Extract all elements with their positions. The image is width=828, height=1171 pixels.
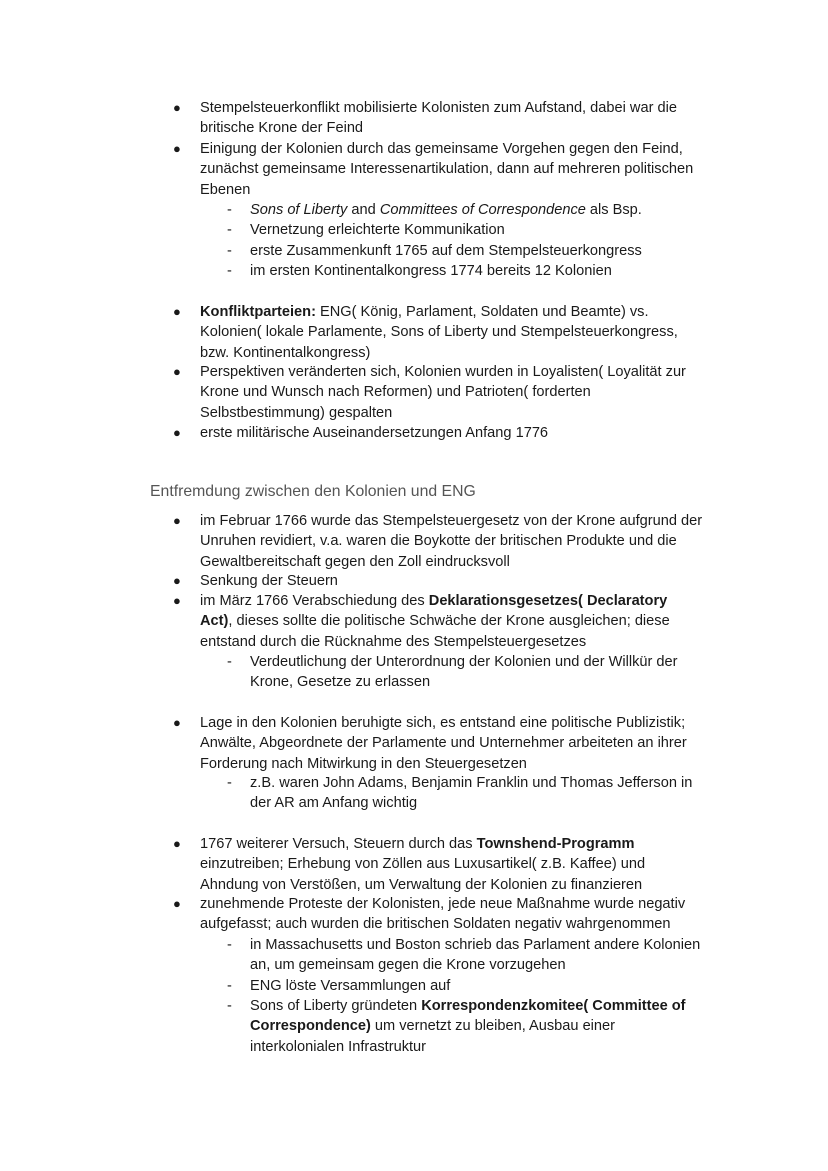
dash-marker: -: [227, 998, 232, 1014]
bullet-marker: ●: [173, 836, 181, 851]
dash-marker: -: [227, 654, 232, 670]
text-span: 1767 weiterer Versuch, Steuern durch das: [200, 836, 477, 852]
bullet-item: [0, 302, 828, 363]
italic-text: Committees of Correspondence: [379, 202, 586, 218]
text-span: , dieses sollte die politische Schwäche der Krone ausgleichen; diese: [228, 613, 670, 630]
bullet-item: [0, 834, 828, 895]
sub-item: [0, 241, 828, 261]
text-line: Ebenen: [200, 181, 251, 198]
bold-text: Korrespondenzkomitee( Committee of: [421, 998, 686, 1014]
bullet-marker: ●: [173, 715, 181, 730]
bullet-marker: ●: [173, 100, 181, 115]
bullet-marker: ●: [173, 593, 181, 608]
bullet-item: [0, 713, 828, 774]
sub-item: [0, 935, 828, 976]
dash-marker: -: [227, 263, 232, 279]
sub-item: [0, 996, 828, 1057]
text-line: britische Krone der Feind: [200, 120, 364, 137]
text-span: ENG( König, Parlament, Soldaten und Beamte) vs.: [315, 304, 649, 320]
dash-marker: -: [227, 243, 232, 259]
bold-text: Konfliktparteien:: [200, 304, 316, 320]
italic-text: Sons of Liberty: [250, 202, 348, 218]
sub-item: [0, 976, 828, 996]
bullet-marker: ●: [173, 425, 181, 440]
text-span: and: [347, 202, 380, 218]
text-span: im März 1766 Verabschiedung des: [200, 593, 429, 609]
text-line: Anwälte, Abgeordnete der Parlamente und Unternehmer arbeiteten an ihrer: [200, 735, 687, 752]
bullet-item: [0, 423, 828, 443]
text-line: in Massachusetts und Boston schrieb das Parlament andere Kolonien: [250, 937, 701, 953]
sub-item: [0, 652, 828, 693]
text-line: Senkung der Steuern: [200, 573, 338, 589]
text-line: erste Zusammenkunft 1765 auf dem Stempelsteuerkongress: [250, 243, 642, 259]
text-line: ENG löste Versammlungen auf: [250, 978, 451, 994]
dash-marker: -: [227, 222, 232, 238]
text-line: bzw. Kontinentalkongress): [200, 344, 371, 361]
bullet-marker: ●: [173, 513, 181, 528]
text-line: Verdeutlichung der Unterordnung der Kolonien und der Willkür der: [250, 654, 678, 670]
text-line: z.B. waren John Adams, Benjamin Franklin und Thomas Jefferson in: [250, 775, 693, 791]
text-line: zunächst gemeinsame Interessenartikulation, dann auf mehreren politischen: [200, 161, 694, 178]
bullet-item: [0, 98, 828, 139]
bold-text: Deklarationsgesetzes( Declaratory: [428, 593, 668, 609]
text-line: entstand durch die Rücknahme des Stempelsteuergesetzes: [200, 633, 587, 650]
text-line: Perspektiven veränderten sich, Kolonien wurden in Loyalisten( Loyalität zur: [200, 364, 686, 380]
text-line: aufgefasst; auch wurden die britischen Soldaten negativ wahrgenommen: [200, 916, 671, 933]
text-line: Selbstbestimmung) gespalten: [200, 404, 393, 421]
bullet-item: [0, 894, 828, 935]
bullet-marker: ●: [173, 364, 181, 379]
section-heading: Entfremdung zwischen den Kolonien und ENG: [150, 483, 476, 500]
text-line: erste militärische Auseinandersetzungen Anfang 1776: [200, 425, 549, 441]
dash-marker: -: [227, 202, 232, 218]
text-line: im ersten Kontinentalkongress 1774 bereits 12 Kolonien: [250, 263, 612, 279]
text-line: zunehmende Proteste der Kolonisten, jede neue Maßnahme wurde negativ: [200, 896, 686, 912]
text-line: Krone, Gesetze zu erlassen: [250, 674, 431, 691]
bold-text: Act): [200, 613, 229, 630]
text-line: Unruhen revidiert, v.a. waren die Boykotte der britischen Produkte und die: [200, 533, 677, 550]
bullet-marker: ●: [173, 141, 181, 156]
dash-marker: -: [227, 775, 232, 791]
text-line: Kolonien( lokale Parlamente, Sons of Liberty und Stempelsteuerkongress,: [200, 324, 678, 341]
text-line: Krone und Wunsch nach Reformen) und Patrioten( forderten: [200, 384, 591, 401]
bullet-item: [0, 571, 828, 591]
text-span: als Bsp.: [585, 202, 642, 218]
bullet-marker: ●: [173, 896, 181, 911]
bullet-marker: ●: [173, 304, 181, 319]
text-line: Forderung nach Mitwirkung in den Steuergesetzen: [200, 755, 527, 772]
dash-marker: -: [227, 978, 232, 994]
text-line: Stempelsteuerkonflikt mobilisierte Kolonisten zum Aufstand, dabei war die: [200, 100, 677, 116]
text-line: Ahndung von Verstößen, um Verwaltung der Kolonien zu finanzieren: [200, 876, 643, 893]
sub-item: [0, 220, 828, 240]
text-line: an, um gemeinsam gegen die Krone vorzugehen: [250, 957, 566, 974]
text-line: Vernetzung erleichterte Kommunikation: [250, 222, 505, 238]
text-line: interkolonialen Infrastruktur: [250, 1038, 427, 1055]
bold-text: Correspondence): [250, 1018, 371, 1035]
text-line: Einigung der Kolonien durch das gemeinsame Vorgehen gegen den Feind,: [200, 141, 683, 157]
text-line: Lage in den Kolonien beruhigte sich, es entstand eine politische Publizistik;: [200, 715, 686, 731]
text-line: einzutreiben; Erhebung von Zöllen aus Luxusartikel( z.B. Kaffee) und: [200, 856, 646, 873]
bullet-item: [0, 139, 828, 200]
sub-item: [0, 773, 828, 814]
bullet-item: [0, 362, 828, 423]
bullet-marker: ●: [173, 573, 181, 588]
bullet-item: [0, 511, 828, 572]
text-span: Sons of Liberty gründeten: [250, 998, 422, 1014]
text-line: der AR am Anfang wichtig: [250, 795, 418, 812]
text-line: Gewaltbereitschaft gegen den Zoll eindrucksvoll: [200, 553, 510, 570]
bold-text: Townshend-Programm: [476, 836, 635, 852]
dash-marker: -: [227, 937, 232, 953]
sub-item: [0, 200, 828, 220]
text-line: im Februar 1766 wurde das Stempelsteuergesetz von der Krone aufgrund der: [200, 513, 703, 529]
sub-item: [0, 261, 828, 281]
bullet-item: [0, 591, 828, 652]
text-span: um vernetzt zu bleiben, Ausbau einer: [370, 1018, 616, 1035]
